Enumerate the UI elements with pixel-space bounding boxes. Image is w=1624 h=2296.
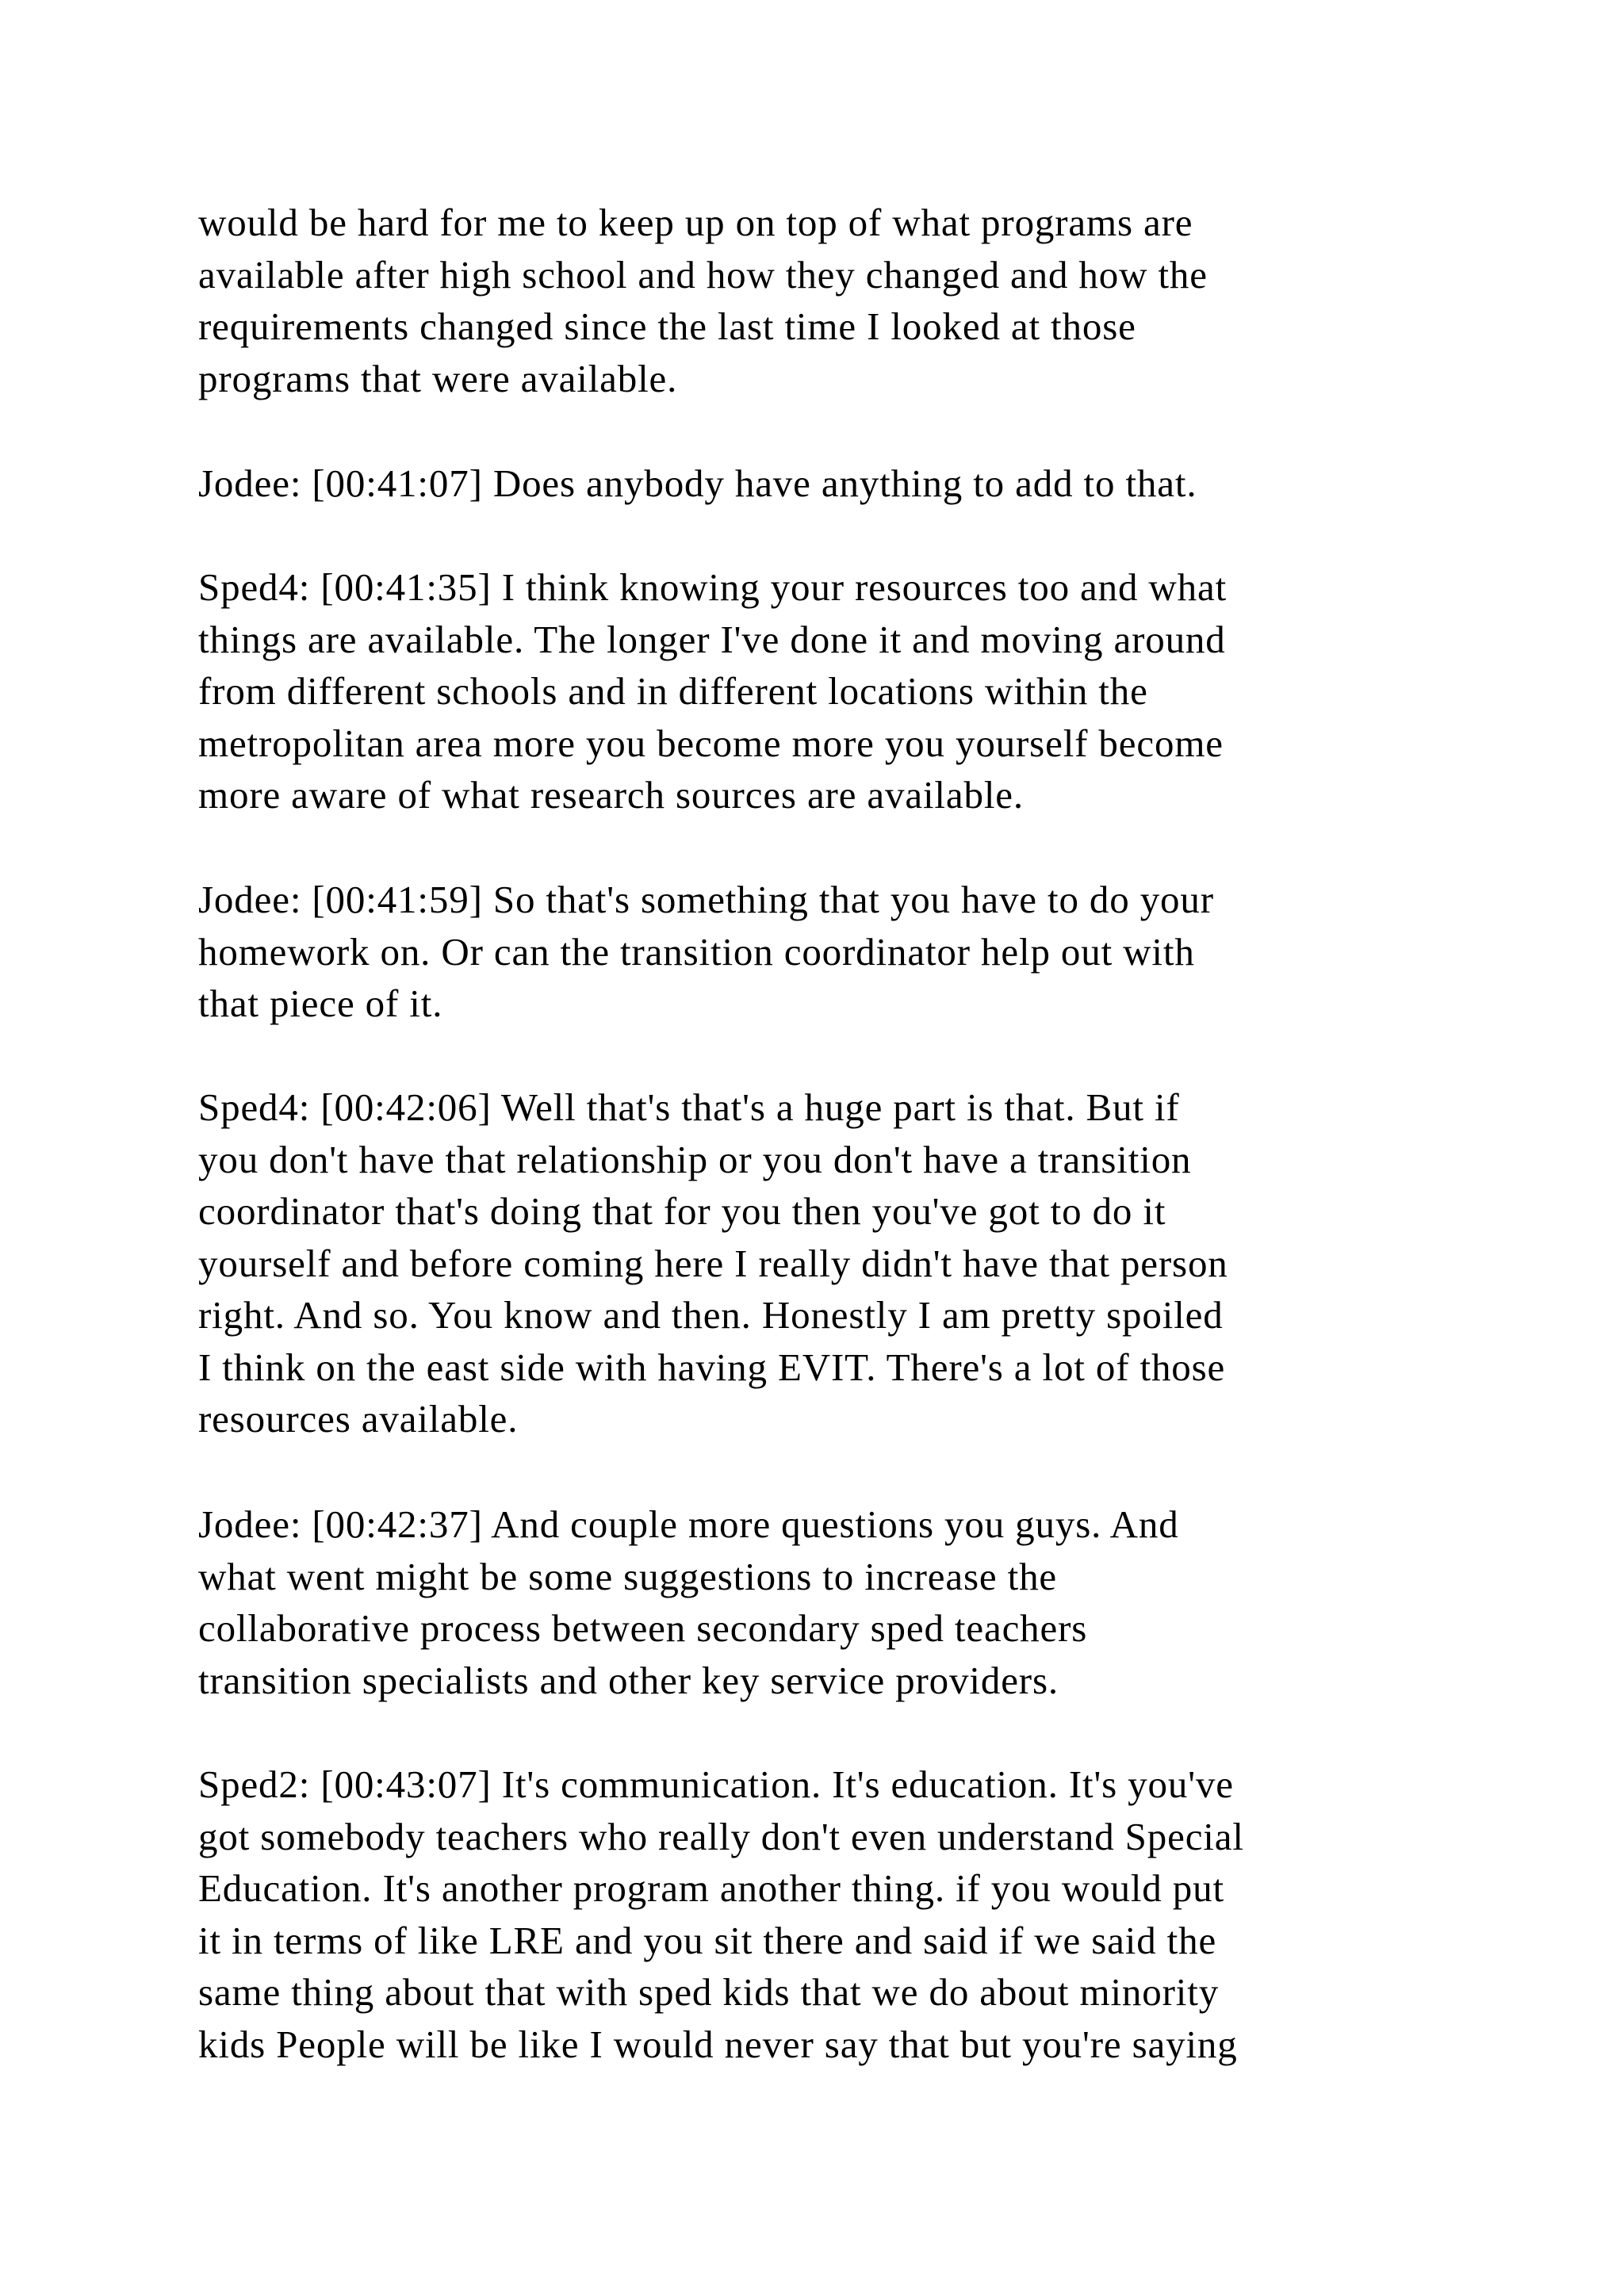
text-line: Jodee: [00:41:07] Does anybody have anything to add to that. bbox=[198, 461, 1197, 505]
text-line: metropolitan area more you become more you yourself become bbox=[198, 721, 1224, 765]
paragraph-jodee-3 bbox=[198, 1498, 1546, 1706]
paragraph-sped2-1 bbox=[198, 1758, 1546, 2070]
paragraph-sped4-2 bbox=[198, 1081, 1546, 1445]
paragraph-jodee-2 bbox=[198, 874, 1546, 1030]
text-line: what went might be some suggestions to increase the bbox=[198, 1554, 1058, 1598]
text-line: available after high school and how they changed and how the bbox=[198, 252, 1208, 297]
text-line: got somebody teachers who really don't even understand Special bbox=[198, 1814, 1244, 1858]
text-line: from different schools and in different locations within the bbox=[198, 669, 1148, 713]
text-line: right. And so. You know and then. Honestly I am pretty spoiled bbox=[198, 1293, 1224, 1337]
text-line: that piece of it. bbox=[198, 982, 443, 1025]
text-line: programs that were available. bbox=[198, 356, 678, 400]
text-line: Sped2: [00:43:07] It's communication. It's education. It's you've bbox=[198, 1762, 1234, 1806]
text-line: Education. It's another program another thing. if you would put bbox=[198, 1866, 1224, 1910]
paragraph-continuation bbox=[198, 197, 1546, 404]
text-line: coordinator that's doing that for you then you've got to do it bbox=[198, 1189, 1166, 1233]
text-line: collaborative process between secondary sped teachers bbox=[198, 1606, 1088, 1650]
text-line: you don't have that relationship or you don't have a transition bbox=[198, 1137, 1192, 1181]
text-line: things are available. The longer I've done it and moving around bbox=[198, 617, 1226, 661]
text-line: Jodee: [00:42:37] And couple more questions you guys. And bbox=[198, 1502, 1179, 1546]
text-line: it in terms of like LRE and you sit there and said if we said the bbox=[198, 1918, 1217, 1962]
text-line: yourself and before coming here I really didn't have that person bbox=[198, 1241, 1228, 1285]
text-line: would be hard for me to keep up on top of what programs are bbox=[198, 201, 1193, 244]
text-line: more aware of what research sources are available. bbox=[198, 773, 1024, 817]
text-line: kids People will be like I would never say that but you're saying bbox=[198, 2022, 1238, 2066]
text-line: I think on the east side with having EVIT. There's a lot of those bbox=[198, 1345, 1226, 1389]
text-line: Sped4: [00:42:06] Well that's that's a huge part is that. But if bbox=[198, 1085, 1180, 1129]
text-line: requirements changed since the last time I looked at those bbox=[198, 304, 1136, 348]
text-line: transition specialists and other key service providers. bbox=[198, 1658, 1059, 1702]
text-line: same thing about that with sped kids that we do about minority bbox=[198, 1970, 1220, 2014]
text-line: homework on. Or can the transition coordinator help out with bbox=[198, 929, 1195, 974]
text-line: resources available. bbox=[198, 1397, 519, 1441]
paragraph-sped4-1 bbox=[198, 561, 1546, 821]
text-line: Jodee: [00:41:59] So that's something that you have to do your bbox=[198, 878, 1214, 921]
text-line: Sped4: [00:41:35] I think knowing your resources too and what bbox=[198, 565, 1228, 609]
paragraph-jodee-1 bbox=[198, 457, 1546, 510]
